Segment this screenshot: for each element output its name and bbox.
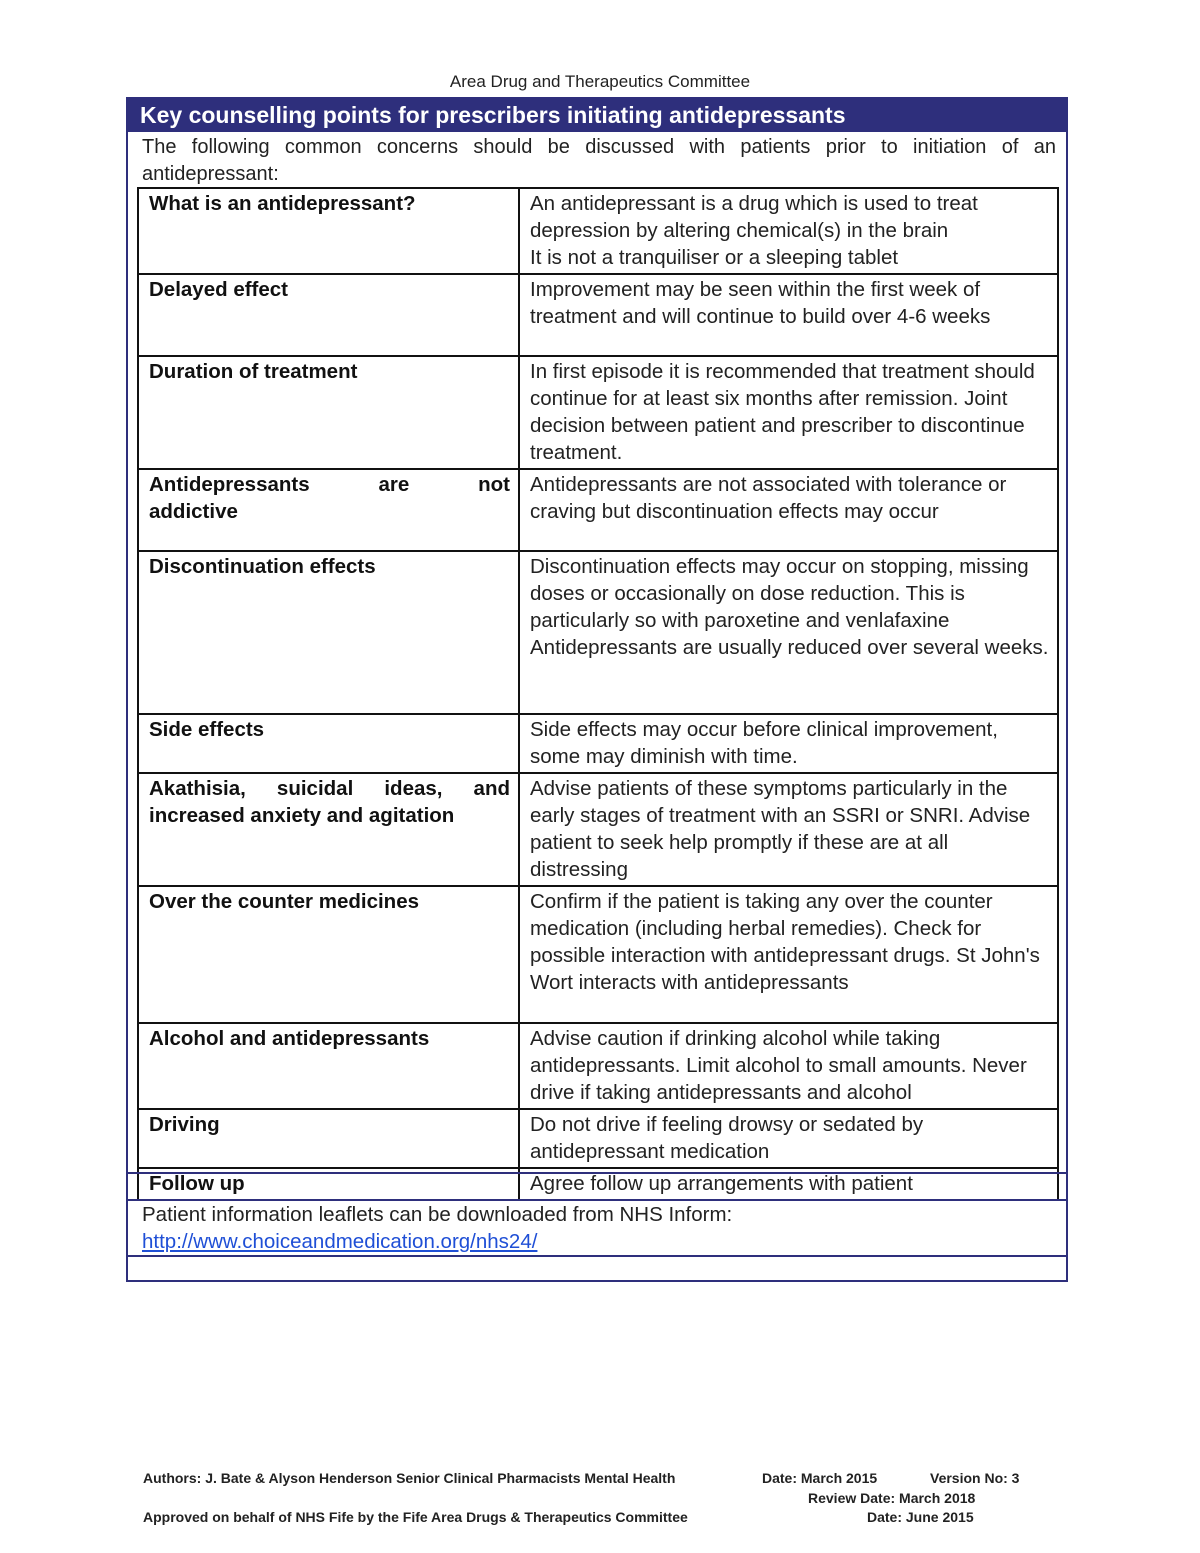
nhs-inform-link[interactable]: http://www.choiceandmedication.org/nhs24/ [142, 1230, 538, 1253]
answer-line: Agree follow up arrangements with patient [530, 1172, 913, 1195]
footer-date: Date: March 2015 [762, 1470, 878, 1486]
divider [128, 1172, 1066, 1174]
footer-approved-date: Date: June 2015 [867, 1509, 974, 1525]
answer-cell [519, 469, 1058, 551]
answer-line: Advise patients of these symptoms particularly in the early stages of treatment with an SSRI or SNRI. Advise patient to seek help promptly if these are at all distressing [530, 777, 1031, 881]
leaflet-note [142, 1201, 732, 1255]
topic-cell [138, 469, 519, 551]
answer-line: Side effects may occur before clinical improvement, some may diminish with time. [530, 718, 998, 768]
topic-cell: Alcohol and antidepressants [138, 1023, 519, 1109]
answer-line: Do not drive if feeling drowsy or sedated by antidepressant medication [530, 1113, 924, 1163]
answer-line: An antidepressant is a drug which is used to treat depression by altering chemical(s) in the brain [530, 192, 978, 242]
table-row [138, 188, 1058, 274]
leaflet-text: Patient information leaflets can be downloaded from NHS Inform: [142, 1203, 733, 1226]
footer-authors: Authors: J. Bate & Alyson Henderson Senior Clinical Pharmacists Mental Health [143, 1470, 676, 1486]
answer-cell [519, 1109, 1058, 1168]
topic-line: increased anxiety and agitation [149, 804, 455, 827]
answer-line: Improvement may be seen within the first week of treatment and will continue to build over 4-6 weeks [530, 278, 991, 328]
topic-cell: Over the counter medicines [138, 886, 519, 1023]
answer-cell [519, 714, 1058, 773]
answer-line: Discontinuation effects may occur on stopping, missing doses or occasionally on dose reduction. This is particularly so with paroxetine and venlafaxine [530, 555, 1029, 632]
topic-line: Akathisia, suicidal ideas, and [149, 777, 510, 800]
answer-line: Antidepressants are not associated with tolerance or craving but discontinuation effects may occur [530, 473, 1007, 523]
topic-cell: Follow up [138, 1168, 519, 1200]
footer-version: Version No: 3 [930, 1470, 1020, 1486]
answer-cell [519, 1023, 1058, 1109]
divider [128, 1255, 1066, 1257]
topic-cell: Side effects [138, 714, 519, 773]
answer-cell [519, 551, 1058, 714]
counselling-points-table [137, 187, 1059, 1201]
table-row [138, 1023, 1058, 1109]
answer-cell [519, 886, 1058, 1023]
footer-approved: Approved on behalf of NHS Fife by the Fife Area Drugs & Therapeutics Committee [143, 1509, 688, 1525]
committee-name: Area Drug and Therapeutics Committee [449, 72, 751, 91]
topic-cell: Discontinuation effects [138, 551, 519, 714]
table-row [138, 356, 1058, 469]
topic-cell: Duration of treatment [138, 356, 519, 469]
answer-line: Antidepressants are usually reduced over several weeks. [530, 636, 1049, 659]
answer-line: It is not a tranquiliser or a sleeping tablet [530, 246, 899, 269]
answer-line: In first episode it is recommended that treatment should continue for at least six months after remission. Joint decision between patient and prescriber to discontinue treatment. [530, 360, 1035, 464]
table-row [138, 469, 1058, 551]
answer-line: Advise caution if drinking alcohol while taking antidepressants. Limit alcohol to small amounts. Never drive if taking antidepressants and alcohol [530, 1027, 1027, 1104]
table-row [138, 274, 1058, 356]
topic-line: Antidepressants are not [149, 473, 510, 496]
answer-line: Confirm if the patient is taking any over the counter medication (including herbal remedies). Check for possible interaction with antidepressant drugs. St John's Wort interacts with antidepressants [530, 890, 1040, 994]
answer-cell [519, 773, 1058, 886]
topic-cell: What is an antidepressant? [138, 188, 519, 274]
table-row [138, 551, 1058, 714]
topic-cell [138, 773, 519, 886]
table-row [138, 1109, 1058, 1168]
footer-review-date: Review Date: March 2018 [808, 1490, 976, 1506]
page-title: Key counselling points for prescribers initiating antidepressants [128, 99, 1066, 132]
answer-cell [519, 274, 1058, 356]
counselling-points-panel [126, 97, 1068, 1282]
table-row [138, 886, 1058, 1023]
topic-cell: Driving [138, 1109, 519, 1168]
table-row [138, 714, 1058, 773]
answer-cell [519, 188, 1058, 274]
table-row [138, 773, 1058, 886]
topic-line: addictive [149, 500, 238, 523]
topic-cell: Delayed effect [138, 274, 519, 356]
answer-cell [519, 356, 1058, 469]
intro-text: The following common concerns should be discussed with patients prior to initiation of an antidepressant: [142, 136, 1056, 185]
